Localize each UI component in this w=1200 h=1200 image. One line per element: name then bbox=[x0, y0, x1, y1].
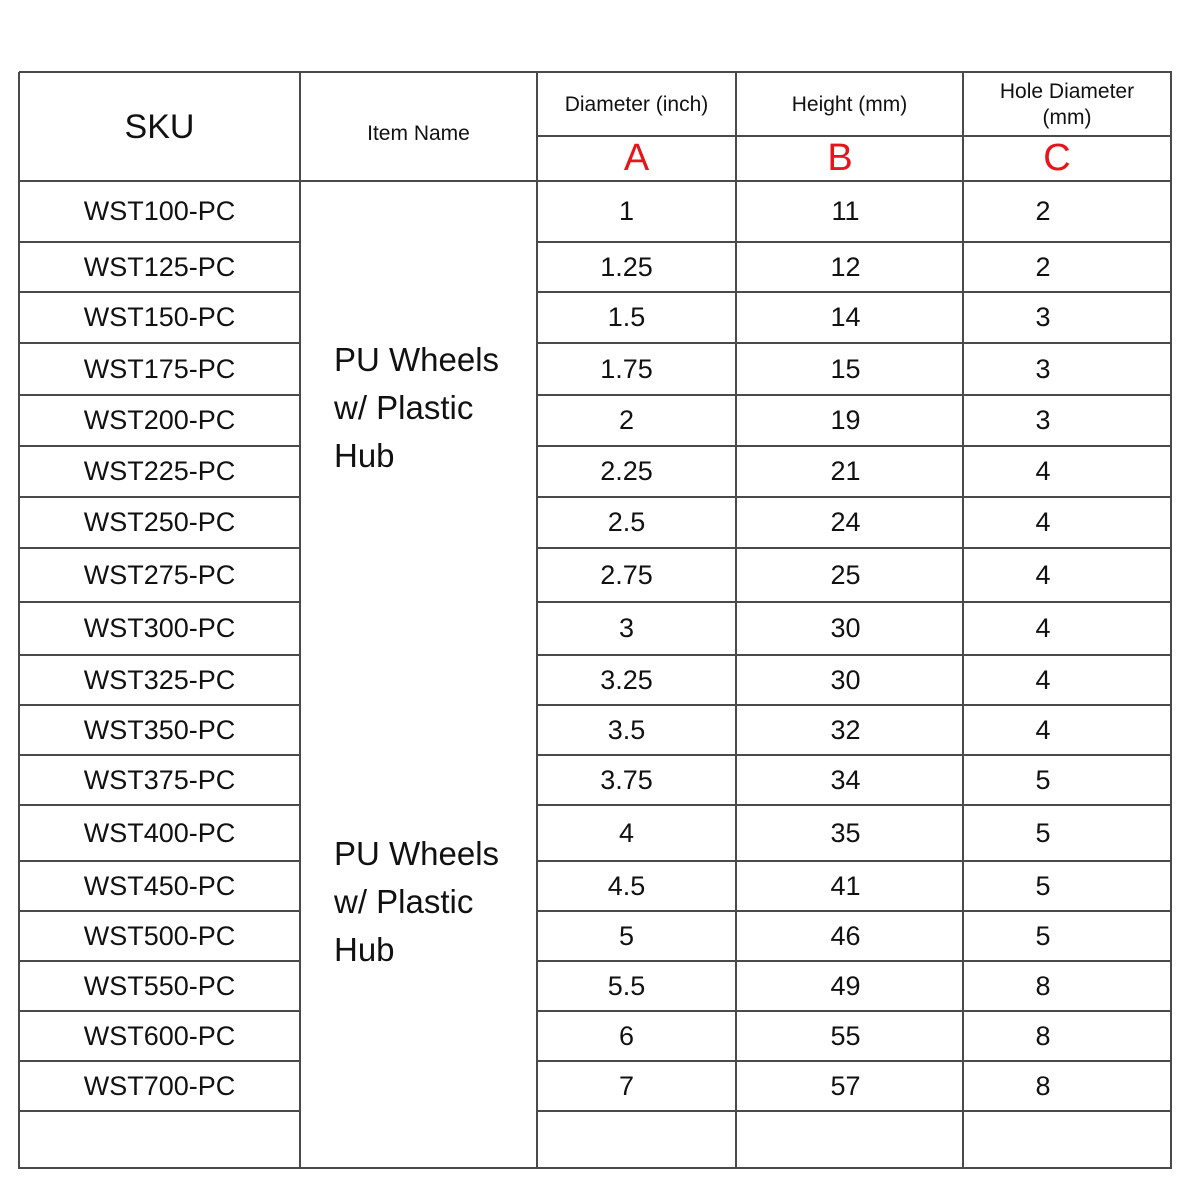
hole-diameter-cell: 3 bbox=[1035, 405, 1051, 435]
header-letter-c: C bbox=[1043, 137, 1071, 179]
grid-line bbox=[537, 291, 1172, 293]
hole-diameter-cell: 5 bbox=[1035, 817, 1051, 848]
grid-line bbox=[19, 342, 301, 344]
sku-cell: WST600-PC bbox=[83, 1020, 236, 1051]
diameter-cell: 6 bbox=[618, 1020, 635, 1051]
hole-diameter-cell: 4 bbox=[1035, 664, 1051, 695]
grid-line bbox=[19, 1167, 1172, 1169]
grid-line bbox=[537, 342, 1172, 344]
grid-line bbox=[537, 547, 1172, 549]
height-cell: 12 bbox=[830, 251, 861, 282]
grid-line bbox=[19, 496, 301, 498]
grid-line bbox=[19, 754, 301, 756]
grid-line bbox=[537, 704, 1172, 706]
grid-line bbox=[962, 72, 964, 1169]
grid-line bbox=[19, 445, 301, 447]
header-letter-b: B bbox=[827, 137, 853, 179]
sku-cell: WST300-PC bbox=[83, 613, 236, 643]
sku-cell: WST700-PC bbox=[83, 1070, 236, 1101]
hole-diameter-cell: 4 bbox=[1035, 613, 1051, 643]
diameter-cell: 1.5 bbox=[607, 302, 646, 332]
sku-cell: WST375-PC bbox=[83, 764, 236, 795]
grid-line bbox=[299, 72, 301, 1169]
header-item-name: Item Name bbox=[367, 122, 470, 145]
height-cell: 46 bbox=[830, 920, 861, 951]
sku-cell: WST225-PC bbox=[83, 456, 236, 486]
diameter-cell: 2.5 bbox=[607, 507, 646, 537]
diameter-cell: 4 bbox=[618, 817, 635, 848]
hole-diameter-cell: 4 bbox=[1035, 714, 1051, 745]
sku-cell: WST125-PC bbox=[83, 251, 236, 282]
grid-line bbox=[537, 445, 1172, 447]
grid-line bbox=[537, 804, 1172, 806]
hole-diameter-cell: 2 bbox=[1035, 196, 1051, 226]
hole-diameter-cell: 2 bbox=[1035, 251, 1051, 282]
grid-line bbox=[537, 1110, 1172, 1112]
hole-diameter-cell: 5 bbox=[1035, 764, 1051, 795]
height-cell: 32 bbox=[830, 714, 861, 745]
diameter-cell: 3.25 bbox=[600, 664, 653, 695]
sku-cell: WST150-PC bbox=[83, 302, 236, 332]
diameter-cell: 2 bbox=[618, 405, 635, 435]
height-cell: 49 bbox=[830, 970, 861, 1001]
grid-line bbox=[537, 754, 1172, 756]
diameter-cell: 3.75 bbox=[600, 764, 653, 795]
sku-cell: WST450-PC bbox=[83, 870, 236, 901]
grid-line bbox=[537, 1010, 1172, 1012]
hole-diameter-cell: 4 bbox=[1035, 559, 1051, 590]
height-cell: 55 bbox=[830, 1020, 861, 1051]
hole-diameter-cell: 3 bbox=[1035, 302, 1051, 332]
item-name-2: PU Wheels w/ Plastic Hub bbox=[334, 835, 500, 968]
sku-cell: WST500-PC bbox=[83, 920, 236, 951]
hole-diameter-cell: 5 bbox=[1035, 920, 1051, 951]
grid-line bbox=[19, 547, 301, 549]
grid-line bbox=[536, 72, 538, 1169]
diameter-cell: 7 bbox=[618, 1070, 635, 1101]
sku-cell: WST325-PC bbox=[83, 664, 236, 695]
grid-line bbox=[537, 241, 1172, 243]
diameter-cell: 4.5 bbox=[607, 870, 646, 901]
grid-line bbox=[1170, 72, 1172, 1169]
diameter-cell: 3.5 bbox=[607, 714, 646, 745]
item-name-1: PU Wheels w/ Plastic Hub bbox=[334, 341, 500, 474]
height-cell: 35 bbox=[830, 817, 861, 848]
grid-line bbox=[19, 180, 1172, 182]
grid-line bbox=[537, 394, 1172, 396]
height-cell: 30 bbox=[830, 613, 861, 643]
diameter-cell: 1.75 bbox=[600, 353, 653, 384]
grid-line bbox=[19, 71, 1172, 73]
grid-line bbox=[537, 601, 1172, 603]
header-letter-a: A bbox=[623, 137, 650, 179]
diameter-cell: 5 bbox=[618, 920, 635, 951]
sku-cell: WST550-PC bbox=[83, 970, 236, 1001]
sku-cell: WST250-PC bbox=[83, 507, 236, 537]
height-cell: 15 bbox=[830, 353, 861, 384]
grid-line bbox=[19, 1110, 301, 1112]
grid-line bbox=[18, 72, 20, 1169]
hole-diameter-cell: 3 bbox=[1035, 353, 1051, 384]
height-cell: 57 bbox=[830, 1070, 861, 1101]
sku-cell: WST175-PC bbox=[83, 353, 236, 384]
grid-line bbox=[537, 135, 1172, 137]
height-cell: 34 bbox=[830, 764, 861, 795]
grid-line bbox=[19, 960, 301, 962]
sku-cell: WST350-PC bbox=[83, 714, 236, 745]
height-cell: 19 bbox=[830, 405, 861, 435]
grid-line bbox=[19, 1060, 301, 1062]
grid-line bbox=[19, 910, 301, 912]
grid-line bbox=[19, 291, 301, 293]
grid-line bbox=[537, 860, 1172, 862]
height-cell: 25 bbox=[830, 559, 861, 590]
hole-diameter-cell: 4 bbox=[1035, 507, 1051, 537]
grid-line bbox=[537, 910, 1172, 912]
header-sku: SKU bbox=[124, 107, 195, 146]
header-hole-diameter: Hole Diameter (mm) bbox=[999, 80, 1135, 129]
grid-line bbox=[19, 804, 301, 806]
height-cell: 41 bbox=[830, 870, 861, 901]
diameter-cell: 1 bbox=[618, 196, 635, 226]
grid-line bbox=[19, 704, 301, 706]
hole-diameter-cell: 5 bbox=[1035, 870, 1051, 901]
grid-line bbox=[19, 394, 301, 396]
height-cell: 21 bbox=[830, 456, 861, 486]
hole-diameter-cell: 4 bbox=[1035, 456, 1051, 486]
grid-line bbox=[19, 654, 301, 656]
height-cell: 11 bbox=[831, 196, 860, 226]
grid-line bbox=[537, 1060, 1172, 1062]
hole-diameter-cell: 8 bbox=[1035, 970, 1051, 1001]
diameter-cell: 3 bbox=[618, 613, 635, 643]
height-cell: 30 bbox=[830, 664, 861, 695]
sku-cell: WST400-PC bbox=[83, 817, 236, 848]
hole-diameter-cell: 8 bbox=[1035, 1070, 1051, 1101]
grid-line bbox=[19, 601, 301, 603]
grid-line bbox=[537, 960, 1172, 962]
header-diameter: Diameter (inch) bbox=[564, 92, 709, 116]
sku-cell: WST200-PC bbox=[83, 405, 236, 435]
sku-cell: WST275-PC bbox=[83, 559, 236, 590]
header-height: Height (mm) bbox=[791, 92, 908, 116]
height-cell: 14 bbox=[830, 302, 861, 332]
grid-line bbox=[537, 654, 1172, 656]
hole-diameter-cell: 8 bbox=[1035, 1020, 1051, 1051]
grid-line bbox=[19, 241, 301, 243]
grid-line bbox=[735, 72, 737, 1169]
grid-line bbox=[537, 496, 1172, 498]
grid-line bbox=[19, 1010, 301, 1012]
diameter-cell: 2.25 bbox=[600, 456, 653, 486]
diameter-cell: 1.25 bbox=[600, 251, 653, 282]
sku-cell: WST100-PC bbox=[83, 196, 236, 226]
height-cell: 24 bbox=[830, 507, 861, 537]
diameter-cell: 5.5 bbox=[607, 970, 646, 1001]
grid-line bbox=[19, 860, 301, 862]
diameter-cell: 2.75 bbox=[600, 559, 653, 590]
